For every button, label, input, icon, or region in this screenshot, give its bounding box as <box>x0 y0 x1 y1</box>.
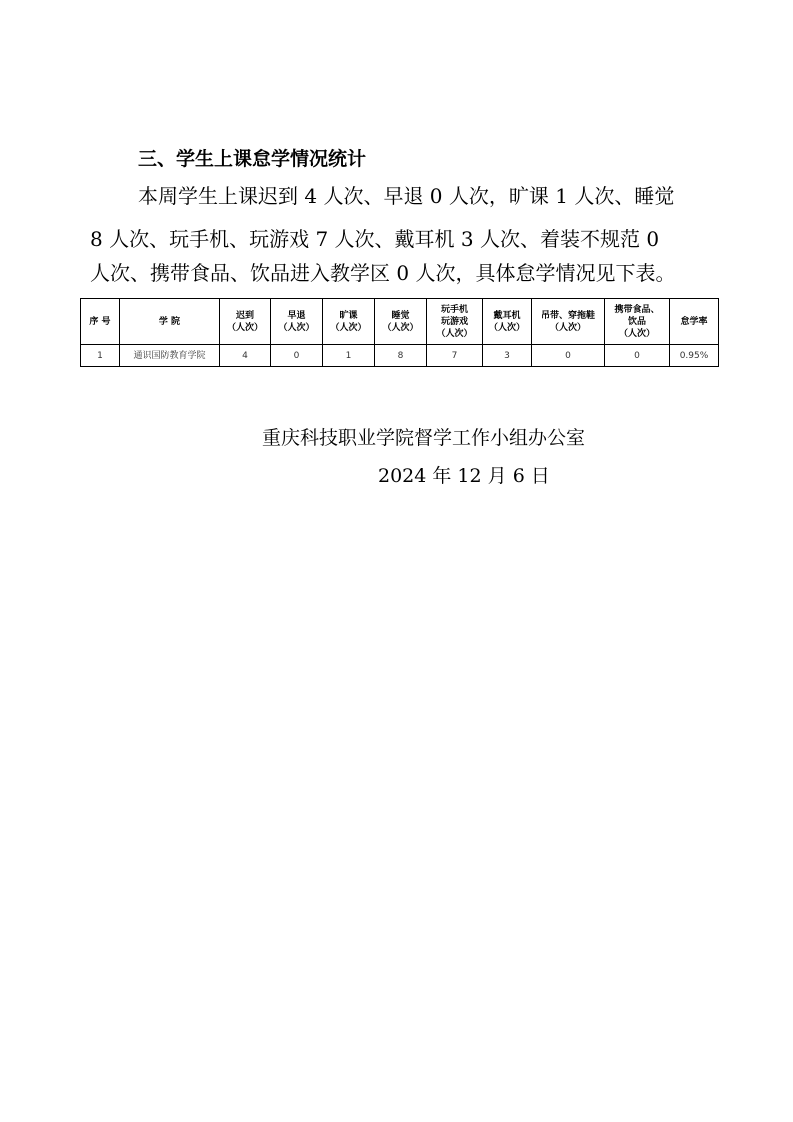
cell-sleeping: 8 <box>375 345 427 367</box>
issuer-signature: 重庆科技职业学院督学工作小组办公室 <box>262 427 586 449</box>
cell-earphones: 3 <box>483 345 532 367</box>
paragraph-line-3: 人次、携带食品、饮品进入教学区 0 人次，具体怠学情况见下表。 <box>90 261 676 285</box>
header-cell-dress: 吊带、穿拖鞋 （人次） <box>532 299 605 345</box>
header-cell-rate: 怠学率 <box>670 299 719 345</box>
header-cell-phone-games: 玩手机 玩游戏 （人次） <box>427 299 483 345</box>
header-cell-food: 携带食品、 饮品 （人次） <box>605 299 670 345</box>
paragraph-line-1: 本周学生上课迟到 4 人次、早退 0 人次，旷课 1 人次、睡觉 <box>138 184 675 208</box>
header-cell-late: 迟到 （人次） <box>220 299 271 345</box>
cell-absent: 1 <box>323 345 375 367</box>
table-header-row <box>81 299 719 345</box>
header-cell-sleeping: 睡觉 （人次） <box>375 299 427 345</box>
issue-date: 2024 年 12 月 6 日 <box>378 465 550 487</box>
section-heading: 三、学生上课怠学情况统计 <box>138 148 367 170</box>
cell-rate: 0.95% <box>670 345 719 367</box>
header-cell-early-leave: 早退 （人次） <box>271 299 323 345</box>
cell-food: 0 <box>605 345 670 367</box>
cell-index: 1 <box>81 345 120 367</box>
header-cell-earphones: 戴耳机 （人次） <box>483 299 532 345</box>
cell-early-leave: 0 <box>271 345 323 367</box>
paragraph-line-2: 8 人次、玩手机、玩游戏 7 人次、戴耳机 3 人次、着装不规范 0 <box>90 227 660 251</box>
table-row <box>81 345 719 367</box>
cell-late: 4 <box>220 345 271 367</box>
header-cell-absent: 旷课 （人次） <box>323 299 375 345</box>
cell-phone-games: 7 <box>427 345 483 367</box>
header-cell-index: 序 号 <box>81 299 120 345</box>
cell-dress: 0 <box>532 345 605 367</box>
cell-college: 通识国防教育学院 <box>120 345 220 367</box>
truancy-stats-table <box>80 298 719 367</box>
header-cell-college: 学 院 <box>120 299 220 345</box>
